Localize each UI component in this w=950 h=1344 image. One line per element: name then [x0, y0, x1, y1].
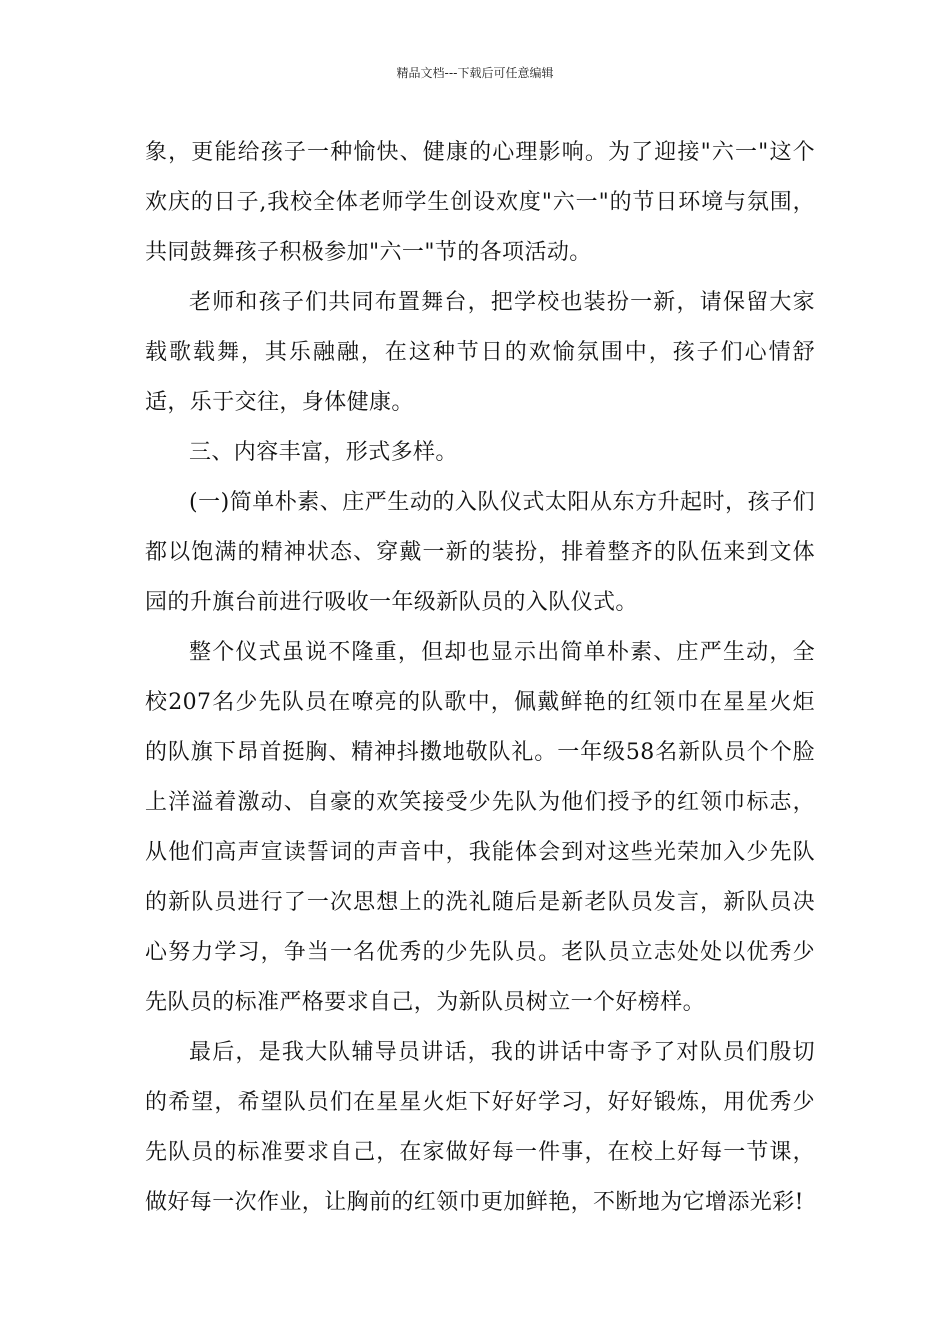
paragraph-induction-ceremony: (一)简单朴素、庄严生动的入队仪式太阳从东方升起时，孩子们都以饱满的精神状态、穿戴一新的装扮，排着整齐的队伍来到文体园的升旗台前进行吸收一年级新队员的入队仪式。 — [145, 490, 815, 615]
paragraph-ceremony-details: 整个仪式虽说不隆重，但却也显示出简单朴素、庄严生动，全校207名少先队员在嘹亮的队歌中，佩戴鲜艳的红领巾在星星火炬的队旗下昂首挺胸、精神抖擞地敬队礼。一年级58名新队员个个脸上洋溢着激动、自豪的欢笑接受少先队为他们授予的红领巾标志，从他们高声宣读誓词的声音中，我能体会到对这些光荣加入少先队的新队员进行了一次思想上的洗礼随后是新老队员发言，新队员决心努力学习，争当一名优秀的少先队员。老队员立志处处以优秀少先队员的标准严格要求自己，为新队员树立一个好榜样。 — [145, 640, 815, 1015]
paragraph-stage-decoration: 老师和孩子们共同布置舞台，把学校也装扮一新，请保留大家载歌载舞，其乐融融，在这种节日的欢愉氛围中，孩子们心情舒适，乐于交往，身体健康。 — [145, 290, 815, 415]
document-body — [145, 128, 815, 1228]
paragraph-continuation: 象，更能给孩子一种愉快、健康的心理影响。为了迎接"六一"这个欢庆的日子,我校全体老师学生创设欢度"六一"的节日环境与氛围，共同鼓舞孩子积极参加"六一"节的各项活动。 — [145, 140, 815, 265]
paragraph-counselor-speech: 最后，是我大队辅导员讲话，我的讲话中寄予了对队员们殷切的希望，希望队员们在星星火炬下好好学习，好好锻炼，用优秀少先队员的标准要求自己，在家做好每一件事，在校上好每一节课，做好每一次作业，让胸前的红领巾更加鲜艳，不断地为它增添光彩! — [145, 1040, 815, 1215]
page-header: 精品文档---下载后可任意编辑 — [396, 66, 554, 80]
section-heading: 三、内容丰富，形式多样。 — [189, 440, 458, 465]
